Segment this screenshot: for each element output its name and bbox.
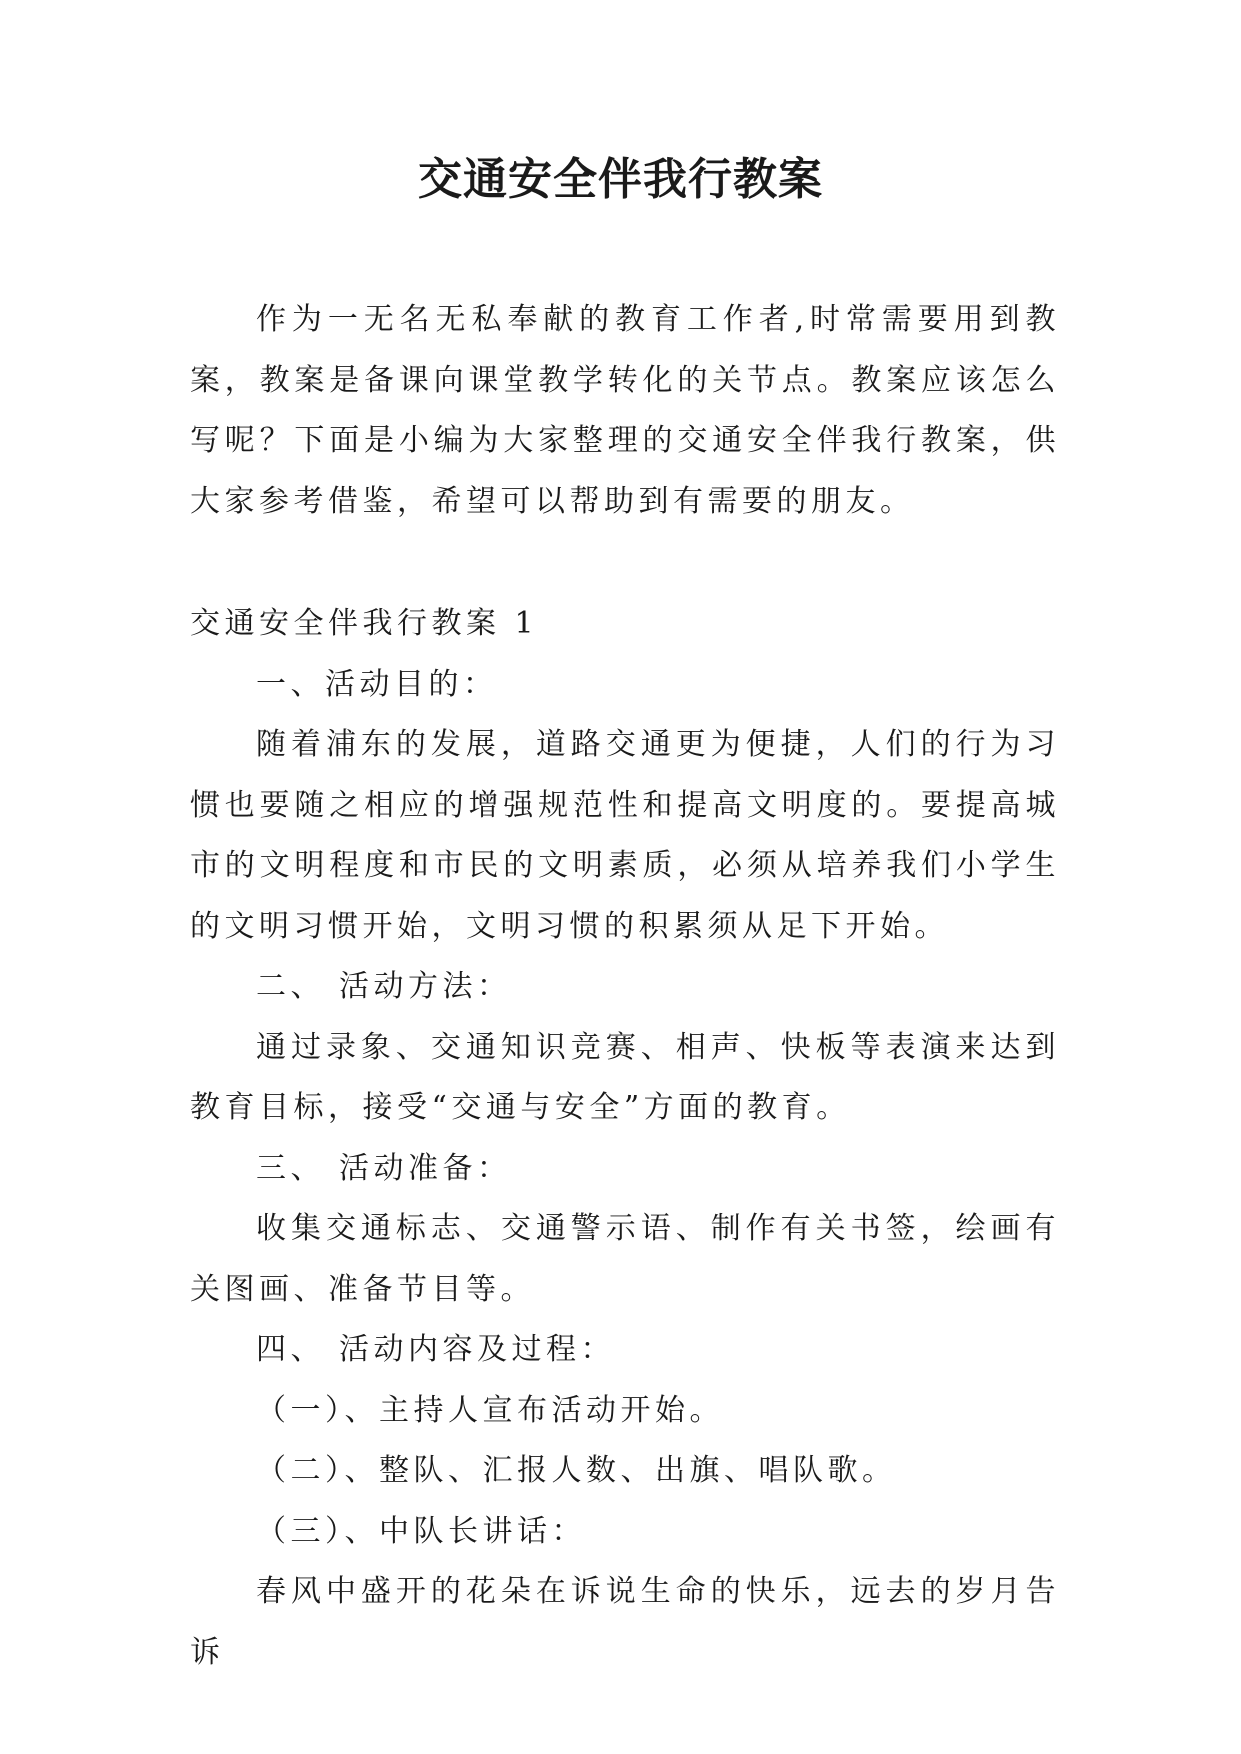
section-4-item: （一）、主持人宣布活动开始。 (256, 1392, 724, 1428)
section-2-body: 通过录象、交通知识竞赛、相声、快板等表演来达到教育目标，接受“交通与安全”方面的教育。 (190, 1029, 1060, 1125)
section-4-body: 春风中盛开的花朵在诉说生命的快乐，远去的岁月告诉 (190, 1574, 1060, 1670)
section-2-heading: 二、 活动方法： (256, 969, 512, 1004)
section-4-heading: 四、 活动内容及过程： (256, 1332, 616, 1367)
document-title: 交通安全伴我行教案 (418, 154, 823, 205)
section-4-item: （二）、整队、汇报人数、出旗、唱队歌。 (256, 1453, 897, 1488)
paragraph-gap (190, 532, 1060, 594)
section-4-item: （三）、中队长讲话： (256, 1513, 586, 1549)
section-1-heading: 一、活动目的： (256, 666, 498, 702)
section-1-body: 随着浦东的发展，道路交通更为便捷，人们的行为习惯也要随之相应的增强规范性和提高文明度的。要提高城市的文明程度和市民的文明素质，必须从培养我们小学生的文明习惯开始，文明习惯的积累须从足下开始。 (190, 727, 1060, 944)
section-3-body: 收集交通标志、交通警示语、制作有关书签，绘画有关图画、准备节目等。 (190, 1211, 1060, 1307)
intro-paragraph: 作为一无名无私奉献的教育工作者,时常需要用到教案，教案是备课向课堂教学转化的关节点。教案应该怎么写呢？下面是小编为大家整理的交通安全伴我行教案，供大家参考借鉴，希望可以帮助到有需要的朋友。 (190, 302, 1060, 519)
section-3-heading: 三、 活动准备： (256, 1150, 512, 1186)
document-body (190, 290, 1060, 1683)
section-heading: 交通安全伴我行教案 1 (190, 606, 539, 641)
